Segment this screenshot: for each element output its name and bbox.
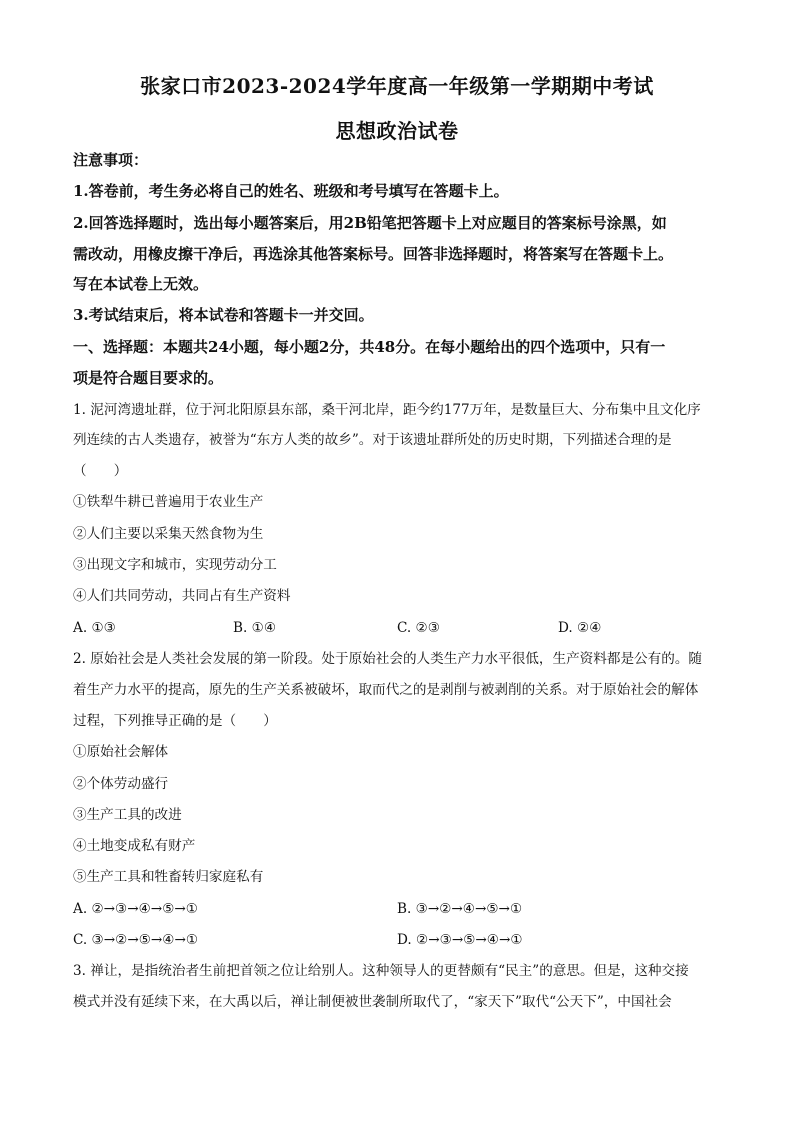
q1-stem-line-3: （ ） [73,463,128,479]
notice-line-3: 需改动，用橡皮擦干净后，再选涂其他答案标号。回答非选择题时，将答案写在答题卡上。 [73,245,674,263]
q1-item-1: ①铁犁牛耕已普遍用于农业生产 [73,494,264,510]
q1-option-a: A. ①③ [73,620,116,636]
q2-stem-line-3: 过程，下列推导正确的是（ ） [73,713,277,729]
q2-stem-line-2: 着生产力水平的提高，原先的生产关系被破坏，取而代之的是剥削与被剥削的关系。对于原始社会的解体 [73,682,699,698]
section-heading-line-1: 一、选择题：本题共24小题，每小题2分，共48分。在每小题给出的四个选项中，只有一 [73,338,666,356]
section-heading-line-2: 项是符合题目要求的。 [73,369,224,387]
q2-option-b: B. ③→②→④→⑤→① [397,901,523,917]
notice-line-1: 1.答卷前，考生务必将自己的姓名、班级和考号填写在答题卡上。 [73,182,509,200]
q2-item-5: ⑤生产工具和牲畜转归家庭私有 [73,869,264,885]
q1-option-c: C. ②③ [397,620,440,636]
q2-item-2: ②个体劳动盛行 [73,776,169,792]
q1-item-4: ④人们共同劳动，共同占有生产资料 [73,588,291,604]
q2-option-d: D. ②→③→⑤→④→① [397,932,523,948]
q2-item-1: ①原始社会解体 [73,744,169,760]
q2-option-c: C. ③→②→⑤→④→① [73,932,199,948]
q1-option-d: D. ②④ [558,620,602,636]
q2-option-a: A. ②→③→④→⑤→① [73,901,198,917]
q2-item-3: ③生产工具的改进 [73,807,182,823]
q2-stem-line-1: 2. 原始社会是人类社会发展的第一阶段。处于原始社会的人类生产力水平很低，生产资料都是公有的。随 [73,651,703,667]
q1-item-2: ②人们主要以采集天然食物为生 [73,526,264,542]
q3-stem-line-1: 3. 禅让，是指统治者生前把首领之位让给别人。这种领导人的更替颇有“民主”的意思。但是，这种交接 [73,963,689,979]
q1-item-3: ③出现文字和城市，实现劳动分工 [73,557,277,573]
notice-line-5: 3.考试结束后，将本试卷和答题卡一并交回。 [73,306,374,324]
exam-title: 张家口市2023-2024学年度高一年级第一学期期中考试 [140,74,654,98]
notice-line-4: 写在本试卷上无效。 [73,275,209,293]
q1-option-b: B. ①④ [233,620,277,636]
q1-stem-line-2: 列连续的古人类遗存，被誉为“东方人类的故乡”。对于该遗址群所处的历史时期，下列描述合理的是 [73,432,672,448]
q1-stem-line-1: 1. 泥河湾遗址群，位于河北阳原县东部，桑干河北岸，距今约177万年，是数量巨大、分布集中且文化序 [73,402,701,418]
notice-heading: 注意事项： [73,151,149,169]
q3-stem-line-2: 模式并没有延续下来，在大禹以后，禅让制便被世袭制所取代了，“家天下”取代“公天下”，中国社会 [73,994,672,1010]
exam-subject-title: 思想政治试卷 [335,119,459,143]
q2-item-4: ④土地变成私有财产 [73,838,196,854]
notice-line-2: 2.回答选择题时，选出每小题答案后，用2B铅笔把答题卡上对应题目的答案标号涂黑，如 [73,214,667,232]
